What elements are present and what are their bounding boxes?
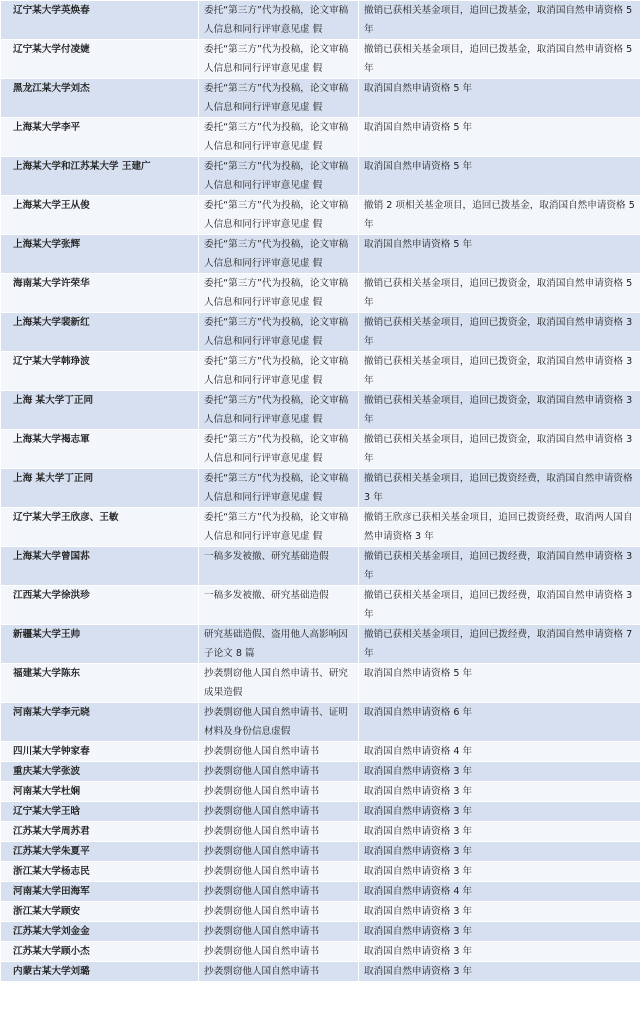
institution-cell: 浙江某大学杨志民 [1,862,199,882]
penalty-cell: 取消国自然申请资格 5 年 [359,79,640,118]
table-row [1,79,640,118]
penalty-cell: 取消国自然申请资格 3 年 [359,842,640,862]
institution-cell: 河南某大学杜娴 [1,782,199,802]
penalty-cell: 取消国自然申请资格 5 年 [359,157,640,196]
table-row [1,40,640,79]
institution-cell: 上海某大学李平 [1,118,199,157]
penalty-cell: 撤销已获相关基金项目，追回已拨基金，取消国自然申请资格 5 年 [359,40,640,79]
table-row [1,469,640,508]
table-row [1,1,640,40]
institution-cell: 江苏某大学刘金金 [1,922,199,942]
institution-cell: 河南某大学田海军 [1,882,199,902]
institution-cell: 上海某大学王从俊 [1,196,199,235]
penalty-cell: 撤销已获相关基金项目，追回已拨资金，取消国自然申请资格 5 年 [359,274,640,313]
violation-cell: 抄袭剽窃他人国自然申请书 [199,862,359,882]
penalty-cell: 取消国自然申请资格 5 年 [359,664,640,703]
table-row [1,274,640,313]
penalty-cell: 取消国自然申请资格 3 年 [359,762,640,782]
violation-cell: 委托“第三方”代为投稿，论文审稿人信息和同行评审意见虚 假 [199,430,359,469]
violation-cell: 委托“第三方”代为投稿，论文审稿人信息和同行评审意见虚 假 [199,118,359,157]
institution-cell: 江苏某大学朱夏平 [1,842,199,862]
sanctions-table-body [1,1,640,982]
penalty-cell: 取消国自然申请资格 3 年 [359,962,640,982]
institution-cell: 辽宁某大学付凌婕 [1,40,199,79]
table-row [1,625,640,664]
table-row [1,508,640,547]
violation-cell: 委托“第三方”代为投稿，论文审稿人信息和同行评审意见虚 假 [199,508,359,547]
violation-cell: 委托“第三方”代为投稿，论文审稿人信息和同行评审意见虚 假 [199,1,359,40]
table-row [1,313,640,352]
institution-cell: 辽宁某大学王欣彦、王敏 [1,508,199,547]
table-row [1,902,640,922]
institution-cell: 上海某大学张辉 [1,235,199,274]
violation-cell: 抄袭剽窃他人国自然申请书、研究成果造假 [199,664,359,703]
penalty-cell: 撤销已获相关基金项目，追回已拨资金，取消国自然申请资格 3 年 [359,352,640,391]
table-row [1,962,640,982]
institution-cell: 江苏某大学周苏君 [1,822,199,842]
table-row [1,862,640,882]
penalty-cell: 撤销已获相关基金项目，追回已拨资金，取消国自然申请资格 3 年 [359,430,640,469]
penalty-cell: 撤销已获相关基金项目，追回已拨资金，取消国自然申请资格 3 年 [359,313,640,352]
table-row [1,664,640,703]
penalty-cell: 取消国自然申请资格 3 年 [359,942,640,962]
penalty-cell: 取消国自然申请资格 6 年 [359,703,640,742]
institution-cell: 内蒙古某大学刘璐 [1,962,199,982]
violation-cell: 抄袭剽窃他人国自然申请书 [199,822,359,842]
institution-cell: 辽宁某大学王晗 [1,802,199,822]
institution-cell: 福建某大学陈东 [1,664,199,703]
institution-cell: 浙江某大学顾安 [1,902,199,922]
violation-cell: 抄袭剽窃他人国自然申请书 [199,902,359,922]
penalty-cell: 撤销已获相关基金项目，追回已拨资经费，取消国自然申请资格 3 年 [359,469,640,508]
violation-cell: 抄袭剽窃他人国自然申请书 [199,962,359,982]
violation-cell: 委托“第三方”代为投稿，论文审稿人信息和同行评审意见虚 假 [199,391,359,430]
violation-cell: 抄袭剽窃他人国自然申请书 [199,782,359,802]
table-row [1,882,640,902]
table-row [1,782,640,802]
penalty-cell: 取消国自然申请资格 4 年 [359,882,640,902]
penalty-cell: 撤销已获相关基金项目，追回已拨经费，取消国自然申请资格 7 年 [359,625,640,664]
institution-cell: 新疆某大学王帅 [1,625,199,664]
institution-cell: 上海 某大学丁正同 [1,469,199,508]
table-row [1,762,640,782]
penalty-cell: 撤销已获相关基金项目，追回已拨经费，取消国自然申请资格 3 年 [359,586,640,625]
penalty-cell: 取消国自然申请资格 3 年 [359,822,640,842]
table-row [1,822,640,842]
table-row [1,352,640,391]
violation-cell: 抄袭剽窃他人国自然申请书 [199,762,359,782]
penalty-cell: 取消国自然申请资格 3 年 [359,862,640,882]
violation-cell: 抄袭剽窃他人国自然申请书 [199,942,359,962]
penalty-cell: 取消国自然申请资格 3 年 [359,782,640,802]
penalty-cell: 撤销王欣彦已获相关基金项目，追回已拨资经费，取消两人国自然申请资格 3 年 [359,508,640,547]
violation-cell: 抄袭剽窃他人国自然申请书、证明材料及身份信息虚假 [199,703,359,742]
violation-cell: 抄袭剽窃他人国自然申请书 [199,922,359,942]
institution-cell: 上海某大学曾国荪 [1,547,199,586]
table-row [1,703,640,742]
penalty-cell: 撤销 2 项相关基金项目，追回已拨基金，取消国自然申请资格 5 年 [359,196,640,235]
institution-cell: 上海某大学褐志軍 [1,430,199,469]
institution-cell: 上海某大学裴新红 [1,313,199,352]
penalty-cell: 取消国自然申请资格 3 年 [359,902,640,922]
table-row [1,802,640,822]
institution-cell: 上海 某大学丁正同 [1,391,199,430]
institution-cell: 上海某大学和江苏某大学 王建广 [1,157,199,196]
table-row [1,842,640,862]
violation-cell: 委托“第三方”代为投稿，论文审稿人信息和同行评审意见虚 假 [199,79,359,118]
violation-cell: 委托“第三方”代为投稿，论文审稿人信息和同行评审意见虚 假 [199,274,359,313]
institution-cell: 辽宁某大学英焕春 [1,1,199,40]
table-row [1,430,640,469]
institution-cell: 四川某大学钟家春 [1,742,199,762]
institution-cell: 河南某大学李元晓 [1,703,199,742]
violation-cell: 研究基础造假、盗用他人高影响因子论文 8 篇 [199,625,359,664]
table-row [1,922,640,942]
penalty-cell: 撤销已获相关基金项目，追回已拨经费，取消国自然申请资格 3 年 [359,547,640,586]
penalty-cell: 取消国自然申请资格 4 年 [359,742,640,762]
institution-cell: 辽宁某大学韩琤波 [1,352,199,391]
institution-cell: 江苏某大学顾小杰 [1,942,199,962]
violation-cell: 抄袭剽窃他人国自然申请书 [199,882,359,902]
institution-cell: 江西某大学徐洪珍 [1,586,199,625]
penalty-cell: 取消国自然申请资格 3 年 [359,802,640,822]
violation-cell: 委托“第三方”代为投稿，论文审稿人信息和同行评审意见虚 假 [199,196,359,235]
violation-cell: 一稿多发被撤、研究基础造假 [199,586,359,625]
violation-cell: 委托“第三方”代为投稿，论文审稿人信息和同行评审意见虚 假 [199,157,359,196]
penalty-cell: 取消国自然申请资格 5 年 [359,235,640,274]
violation-cell: 委托“第三方”代为投稿，论文审稿人信息和同行评审意见虚 假 [199,352,359,391]
penalty-cell: 取消国自然申请资格 3 年 [359,922,640,942]
table-row [1,547,640,586]
table-row [1,391,640,430]
violation-cell: 一稿多发被撤、研究基础造假 [199,547,359,586]
table-row [1,586,640,625]
penalty-cell: 取消国自然申请资格 5 年 [359,118,640,157]
violation-cell: 委托“第三方”代为投稿，论文审稿人信息和同行评审意见虚 假 [199,313,359,352]
table-row [1,118,640,157]
table-row [1,157,640,196]
table-row [1,742,640,762]
table-row [1,235,640,274]
penalty-cell: 撤销已获相关基金项目，追回已拨基金，取消国自然申请资格 5 年 [359,1,640,40]
violation-cell: 委托“第三方”代为投稿，论文审稿人信息和同行评审意见虚 假 [199,235,359,274]
violation-cell: 抄袭剽窃他人国自然申请书 [199,802,359,822]
violation-cell: 抄袭剽窃他人国自然申请书 [199,842,359,862]
violation-cell: 委托“第三方”代为投稿，论文审稿人信息和同行评审意见虚 假 [199,40,359,79]
institution-cell: 黑龙江某大学刘杰 [1,79,199,118]
table-row [1,196,640,235]
table-row [1,942,640,962]
violation-cell: 抄袭剽窃他人国自然申请书 [199,742,359,762]
institution-cell: 重庆某大学张波 [1,762,199,782]
institution-cell: 海南某大学许荣华 [1,274,199,313]
penalty-cell: 撤销已获相关基金项目，追回已拨资金，取消国自然申请资格 3 年 [359,391,640,430]
violation-cell: 委托“第三方”代为投稿，论文审稿人信息和同行评审意见虚 假 [199,469,359,508]
